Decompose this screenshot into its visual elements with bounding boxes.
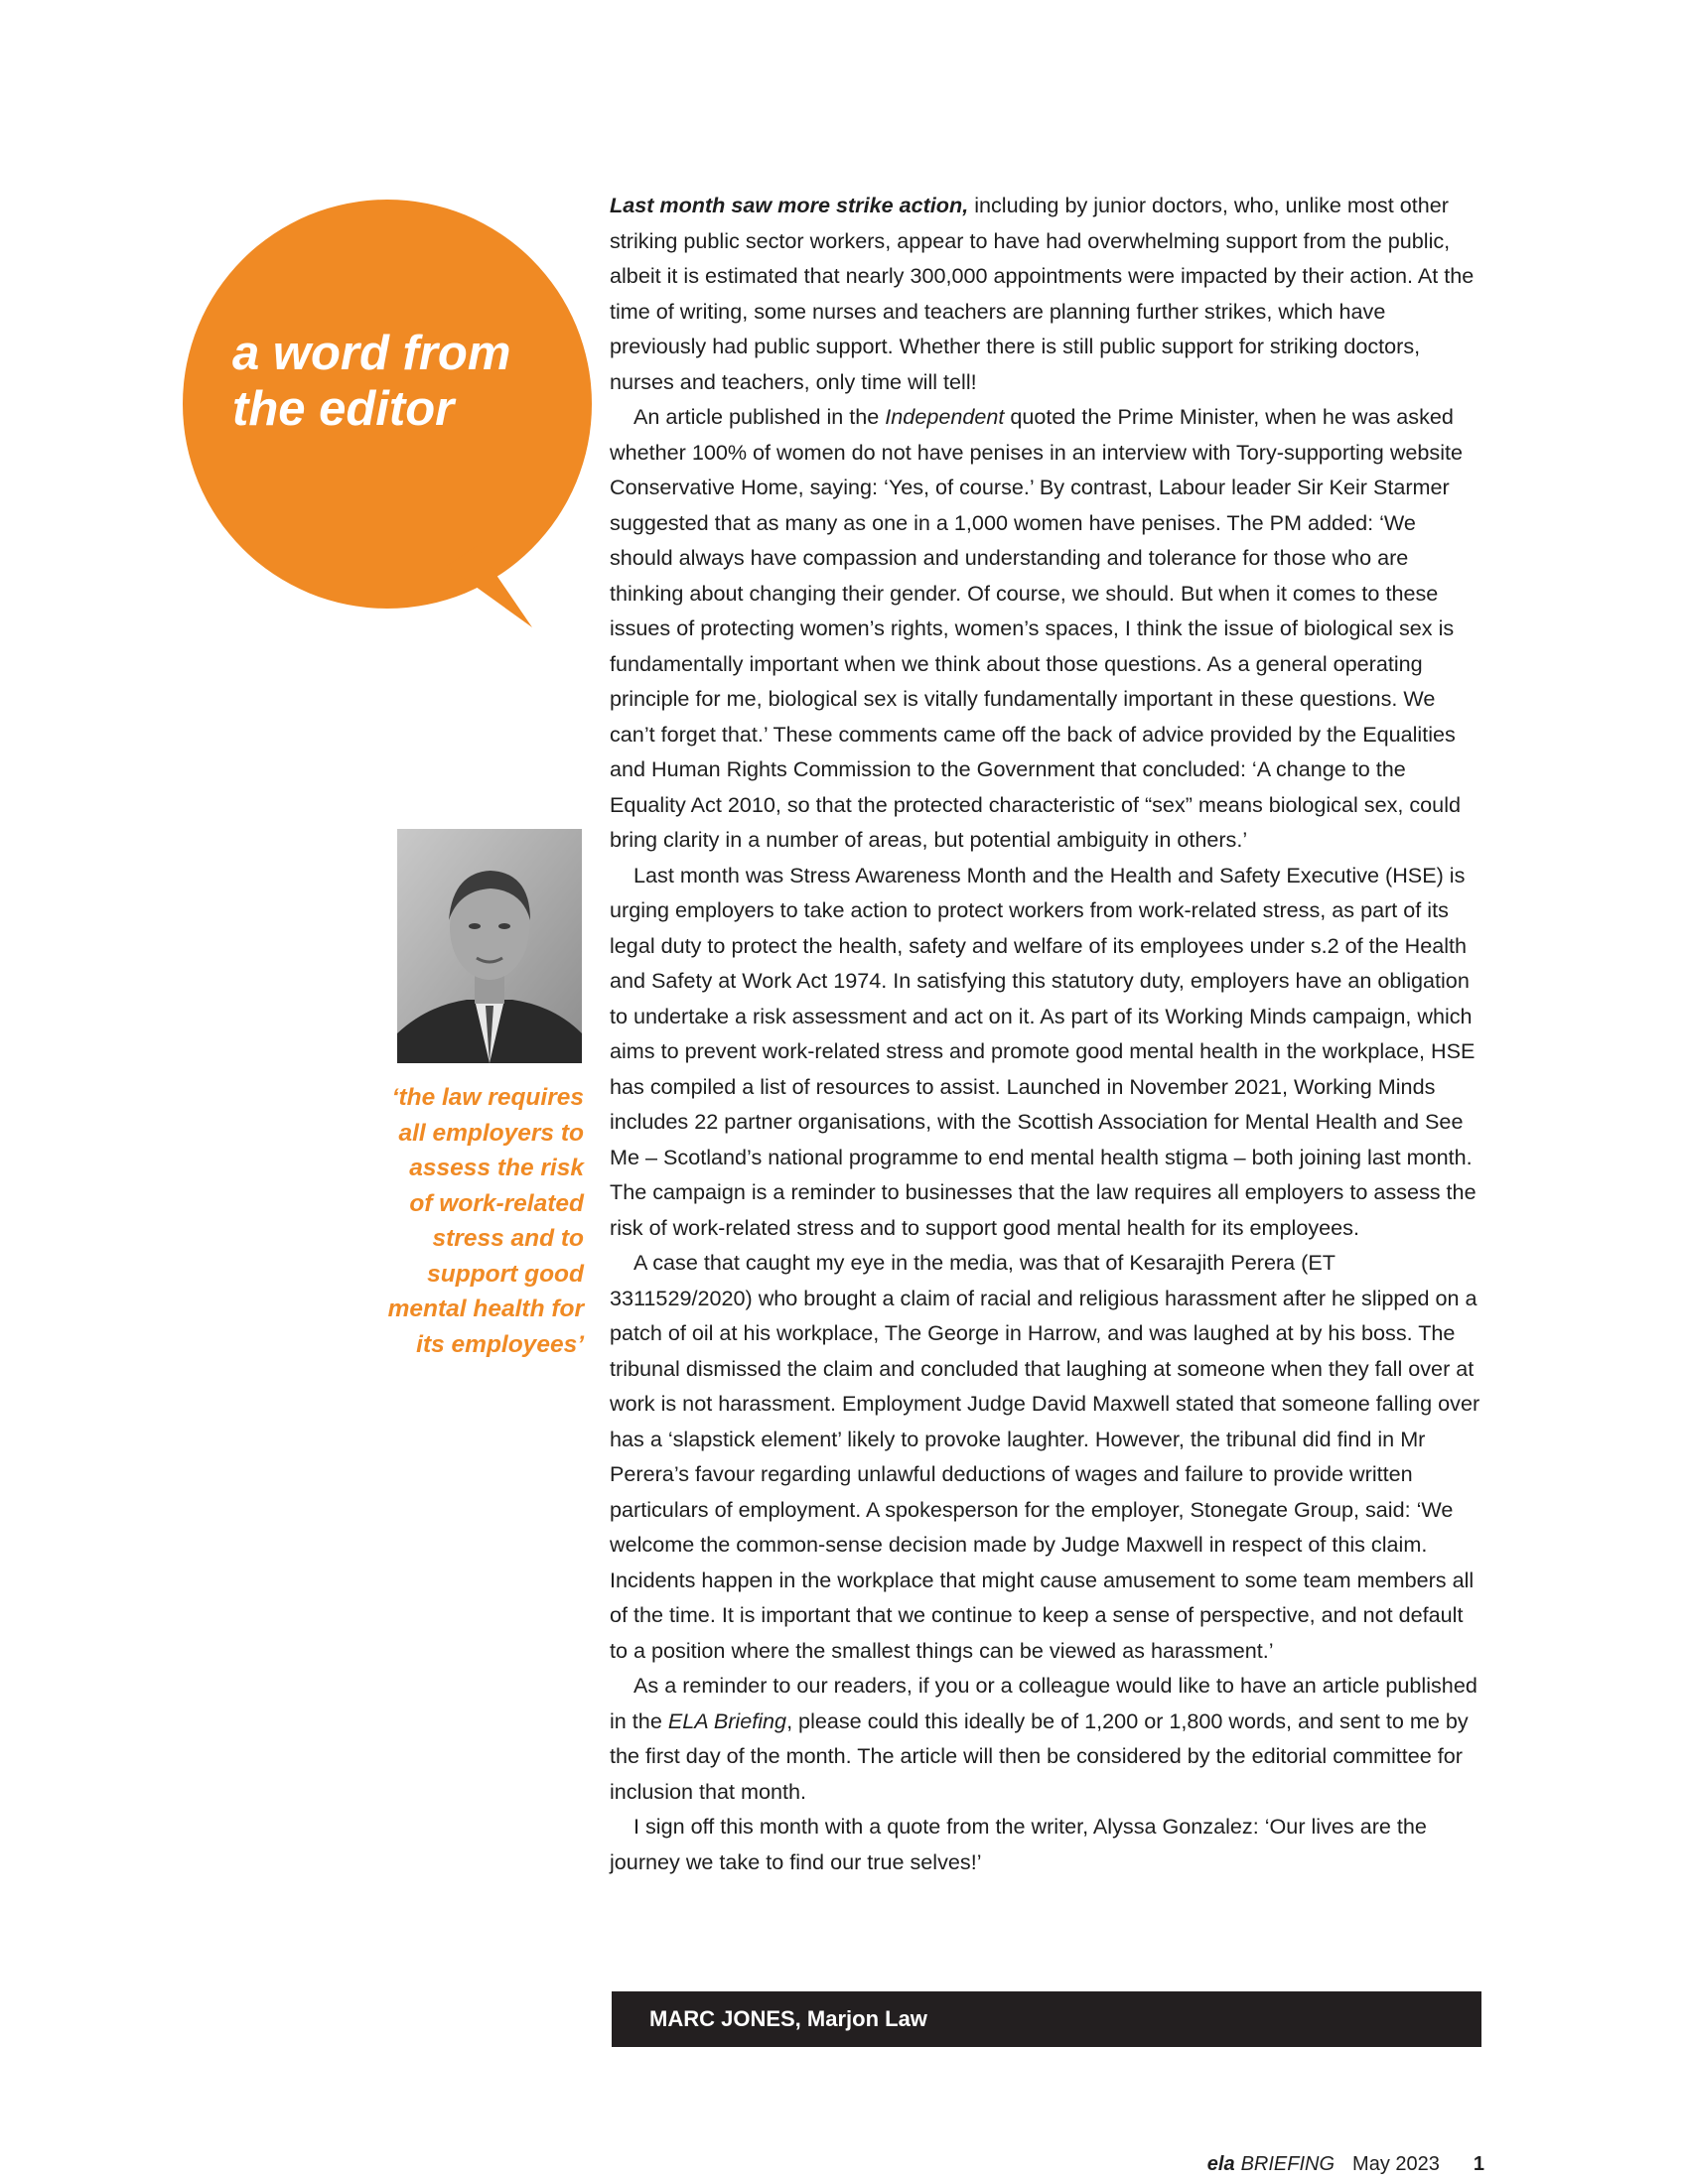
pull-quote-line: of work-related	[409, 1189, 584, 1217]
paragraph-text: quoted the Prime Minister, when he was asked whether 100% of women do not have penises in an interview with Tory-supporting website Conservative Home, saying: ‘Yes, of course.’ By contrast, Labour leader Sir Keir Starmer suggested that as many as one in a 1,000 women have penises. The PM added: ‘We should always have compassion and understanding and tolerance for those who are thinking about changing their gender. Of course, we should. But when it comes to these issues of protecting women’s rights, women’s spaces, I think the issue of biological sex is fundamentally important when we think about those questions. As a general operating principle for me, biological sex is vitally fundamentally important in these questions. We can’t forget that.’ These comments came off the back of advice provided by the Equalities and Human Rights Commission to the Government that concluded: ‘A change to the Equality Act 2010, so that the protected characteristic of “sex” means biological sex, could bring clarity in a number of areas, but potential ambiguity in others.’	[610, 404, 1464, 852]
pull-quote-line: ‘the law requires	[391, 1084, 584, 1111]
signature-bar	[612, 1991, 1481, 2047]
pull-quote-line: support good	[427, 1260, 584, 1288]
paragraph-6: I sign off this month with a quote from the writer, Alyssa Gonzalez: ‘Our lives are the journey we take to find our true selves!’	[610, 1814, 1427, 1874]
publication-title: BRIEFING	[1240, 2153, 1336, 2175]
paragraph-5	[610, 1668, 1483, 1809]
author-signature: MARC JONES, Marjon Law	[649, 2006, 927, 2031]
paragraph-text: including by junior doctors, who, unlike most other striking public sector workers, appear to have had overwhelming support from the public, albeit it is estimated that nearly 300,000 appointments were impacted by their action. At the time of writing, some nurses and teachers are planning further strikes, which have previously had public support. Whether there is still public support for striking doctors, nurses and teachers, only time will tell!	[610, 193, 1475, 394]
paragraph-2	[610, 399, 1483, 858]
article-body	[610, 188, 1483, 1879]
editor-portrait-icon	[397, 829, 582, 1063]
brand-logo: ela	[1206, 2153, 1235, 2175]
issue-date: May 2023	[1352, 2153, 1440, 2175]
section-title	[232, 326, 590, 437]
publication-name: ELA Briefing	[667, 1707, 787, 1733]
paragraph-3: Last month was Stress Awareness Month and the Health and Safety Executive (HSE) is urging employers to take action to protect workers from work-related stress, as part of its legal duty to protect the health, safety and welfare of its employees under s.2 of the Health and Safety at Work Act 1974. In satisfying this statutory duty, employers have an obligation to undertake a risk assessment and act on it. As part of its Working Minds campaign, which aims to prevent work-related stress and promote good mental health in the workplace, HSE has compiled a list of resources to assist. Launched in November 2021, Working Minds includes 22 partner organisations, with the Scottish Association for Mental Health and See Me – Scotland’s national programme to end mental health stigma – both joining last month. The campaign is a reminder to businesses that the law requires all employers to assess the risk of work-related stress and to support good mental health for its employees.	[610, 862, 1477, 1240]
pull-quote-line: assess the risk	[409, 1155, 584, 1181]
pull-quote-line: stress and to	[432, 1225, 584, 1252]
paragraph-text: As a reminder to our readers, if you or a colleague would like to have an article published in the	[610, 1673, 1477, 1733]
pull-quote-line: mental health for	[387, 1296, 584, 1322]
editor-photo	[397, 829, 582, 1063]
pull-quote-line: all employers to	[398, 1119, 584, 1147]
section-title-line-1: a word from	[232, 327, 511, 380]
pull-quote	[338, 1080, 584, 1362]
pull-quote-line: its employees’	[416, 1330, 584, 1358]
section-title-line-2: the editor	[232, 382, 455, 436]
publication-name: Independent	[885, 404, 1005, 429]
paragraph-4: A case that caught my eye in the media, was that of Kesarajith Perera (ET 3311529/2020) who brought a claim of racial and religious harassment after he slipped on a patch of oil at his workplace, The George in Harrow, and was laughed at by his boss. The tribunal dismissed the claim and concluded that laughing at someone when they fall over at work is not harassment. Employment Judge David Maxwell stated that someone falling over has a ‘slapstick element’ likely to provoke laughter. However, the tribunal did find in Mr Perera’s favour regarding unlawful deductions of wages and failure to provide written particulars of employment. A spokesperson for the employer, Stonegate Group, said: ‘We welcome the common-sense decision made by Judge Maxwell in respect of this claim. Incidents happen in the workplace that might cause amusement to some team members all of the time. It is important that we continue to keep a sense of perspective, and not default to a position where the smallest things can be viewed as harassment.’	[610, 1250, 1480, 1663]
page-number: 1	[1473, 2153, 1484, 2175]
paragraph-text: An article published in the	[633, 404, 886, 429]
paragraph-text: , please could this ideally be of 1,200 or 1,800 words, and sent to me by the first day of the month. The article will then be considered by the editorial committee for inclusion that month.	[610, 1707, 1469, 1804]
page-footer	[1207, 2151, 1484, 2177]
paragraph-1	[610, 188, 1483, 399]
lead-in: Last month saw more strike action,	[610, 193, 969, 217]
